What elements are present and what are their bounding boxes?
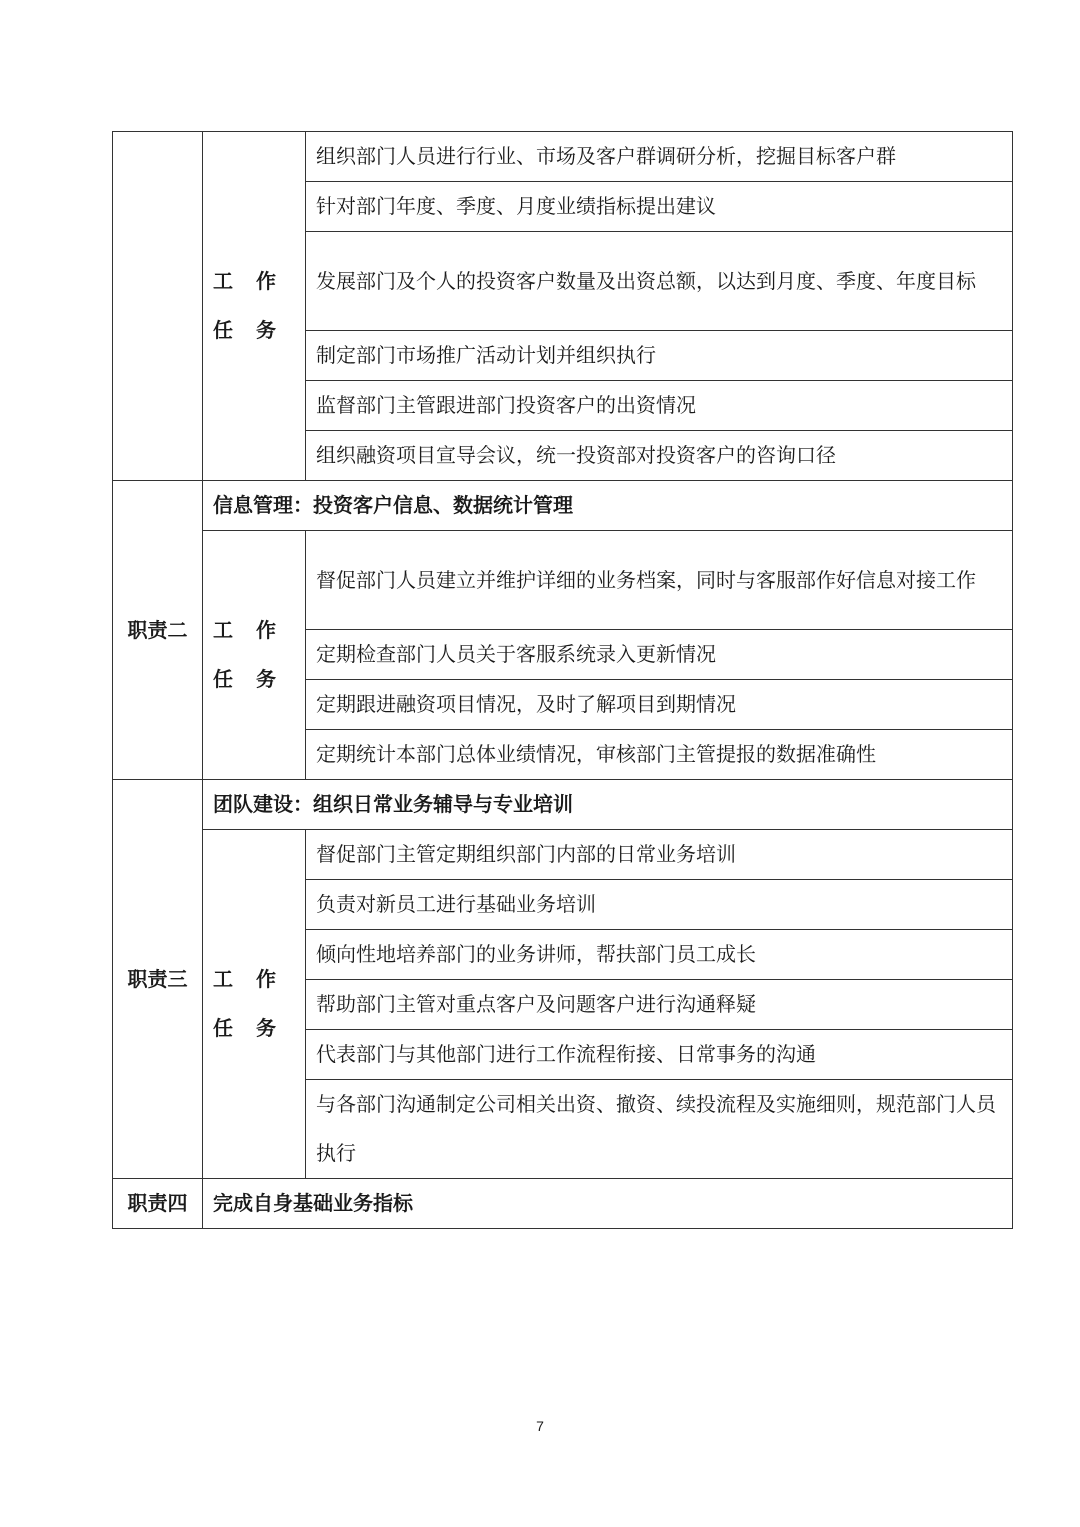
- task-item: 制定部门市场推广活动计划并组织执行: [306, 331, 1013, 381]
- task-item: 针对部门年度、季度、月度业绩指标提出建议: [306, 182, 1013, 232]
- task-item: 督促部门主管定期组织部门内部的日常业务培训: [306, 830, 1013, 880]
- task-item: 监督部门主管跟进部门投资客户的出资情况: [306, 381, 1013, 431]
- task-item: 倾向性地培养部门的业务讲师，帮扶部门员工成长: [306, 930, 1013, 980]
- task-item: 定期统计本部门总体业绩情况，审核部门主管提报的数据准确性: [306, 730, 1013, 780]
- task-item: 督促部门人员建立并维护详细的业务档案，同时与客服部作好信息对接工作: [306, 531, 1013, 630]
- duty-table: [112, 131, 1013, 1229]
- task-item: 组织融资项目宣导会议，统一投资部对投资客户的咨询口径: [306, 431, 1013, 481]
- task-item: 定期检查部门人员关于客服系统录入更新情况: [306, 630, 1013, 680]
- duty-heading: 信息管理：投资客户信息、数据统计管理: [203, 481, 1013, 531]
- task-item: 与各部门沟通制定公司相关出资、撤资、续投流程及实施细则，规范部门人员执行: [306, 1080, 1013, 1179]
- duty-label: 职责三: [113, 780, 203, 1179]
- duty-heading: 完成自身基础业务指标: [203, 1179, 1013, 1229]
- task-label: 工 作 任 务: [203, 830, 306, 1179]
- duty-heading: 团队建设：组织日常业务辅导与专业培训: [203, 780, 1013, 830]
- task-label: 工 作 任 务: [203, 132, 306, 481]
- task-item: 定期跟进融资项目情况，及时了解项目到期情况: [306, 680, 1013, 730]
- duty-label: 职责二: [113, 481, 203, 780]
- task-item: 负责对新员工进行基础业务培训: [306, 880, 1013, 930]
- task-item: 发展部门及个人的投资客户数量及出资总额，以达到月度、季度、年度目标: [306, 232, 1013, 331]
- task-item: 帮助部门主管对重点客户及问题客户进行沟通释疑: [306, 980, 1013, 1030]
- task-item: 组织部门人员进行行业、市场及客户群调研分析，挖掘目标客户群: [306, 132, 1013, 182]
- duty-label: 职责四: [113, 1179, 203, 1229]
- duty-label-cell: [113, 132, 203, 481]
- page-number: 7: [536, 1418, 544, 1434]
- task-item: 代表部门与其他部门进行工作流程衔接、日常事务的沟通: [306, 1030, 1013, 1080]
- task-label: 工 作 任 务: [203, 531, 306, 780]
